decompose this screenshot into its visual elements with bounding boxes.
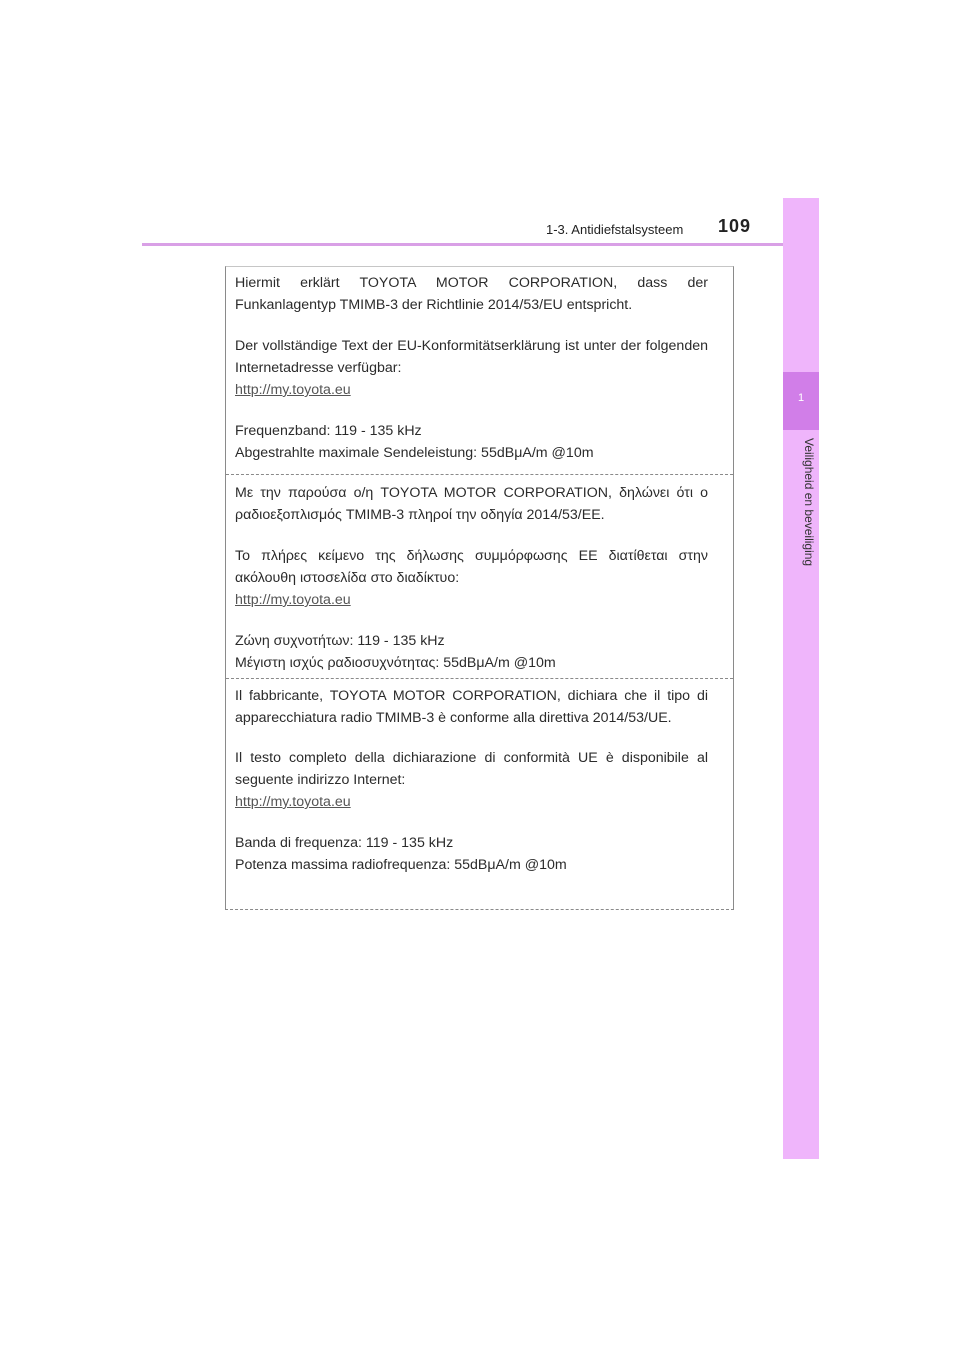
chapter-title: Veiligheid en beveiliging <box>802 438 816 567</box>
declaration-text: Με την παρούσα ο/η TOYOTA MOTOR CORPORATION, δηλώνει ότι ο ραδιοεξοπλισμός TMIMB-3 πληροί την οδηγία 2014/53/ΕΕ. <box>235 485 708 523</box>
declaration-text: Hiermit erklärt TOYOTA MOTOR CORPORATION, dass der Funkanlagentyp TMIMB-3 der Richtlinie 2014/53/EU entspricht. <box>235 275 708 313</box>
notice-block-greek <box>226 475 733 679</box>
chapter-number: 1 <box>797 392 805 404</box>
full-text-statement: Il testo completo della dichiarazione di conformità UE è disponibile al seguente indirizzo Internet: <box>235 750 708 788</box>
section-title: 1-3. Antidiefstalsysteem <box>546 222 684 237</box>
frequency-band-text: Frequenzband: 119 - 135 kHz <box>235 423 422 439</box>
radio-equipment-notice <box>225 266 734 910</box>
header-rule <box>142 243 819 246</box>
declaration-text: Il fabbricante, TOYOTA MOTOR CORPORATION, dichiara che il tipo di apparecchiatura radio TMIMB-3 è conforme alla direttiva 2014/53/UE. <box>235 688 708 726</box>
toyota-eu-link[interactable]: http://my.toyota.eu <box>235 382 351 398</box>
frequency-band-text: Ζώνη συχνοτήτων: 119 - 135 kHz <box>235 633 445 649</box>
toyota-eu-link[interactable]: http://my.toyota.eu <box>235 592 351 608</box>
max-power-text: Potenza massima radiofrequenza: 55dBμA/m @10m <box>235 857 567 873</box>
notice-block-german <box>226 267 733 475</box>
side-tab <box>783 198 819 1159</box>
max-power-text: Μέγιστη ισχύς ραδιοσυχνότητας: 55dBμA/m @10m <box>235 655 556 671</box>
page-number: 109 <box>718 216 752 236</box>
frequency-band-text: Banda di frequenza: 119 - 135 kHz <box>235 835 454 851</box>
max-power-text: Abgestrahlte maximale Sendeleistung: 55dBμA/m @10m <box>235 445 594 461</box>
full-text-statement: Der vollständige Text der EU-Konformitätserklärung ist unter der folgenden Internetadresse verfügbar: <box>235 338 708 376</box>
chapter-marker[interactable] <box>783 372 819 430</box>
notice-block-italian <box>226 679 733 909</box>
toyota-eu-link[interactable]: http://my.toyota.eu <box>235 794 351 810</box>
full-text-statement: Το πλήρες κείμενο της δήλωσης συμμόρφωσης ΕΕ διατίθεται στην ακόλουθη ιστοσελίδα στο διαδίκτυο: <box>235 548 708 586</box>
